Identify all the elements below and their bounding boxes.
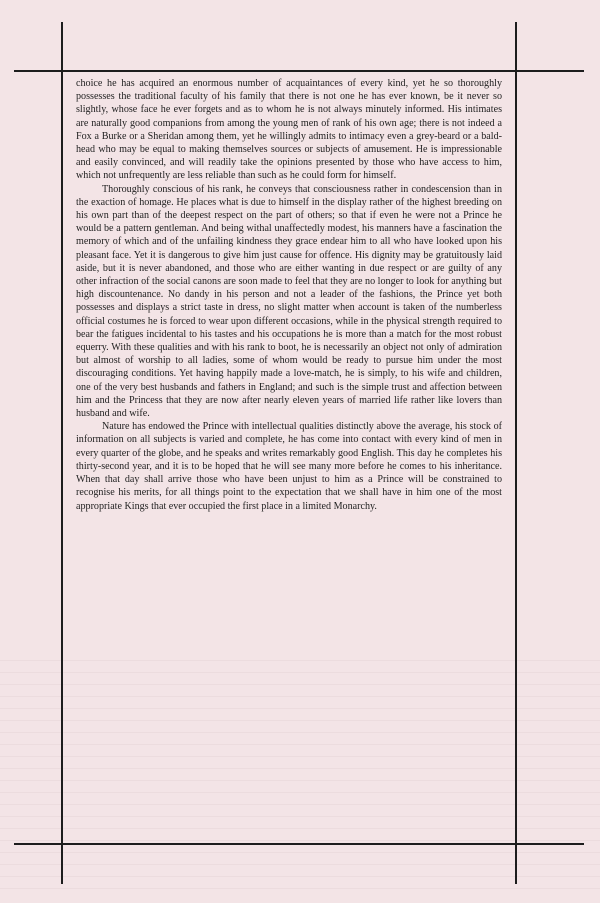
paragraph-3: Nature has endowed the Prince with intellectual qualities distinctly above the average, his stock of information on all subjects is varied and complete, he has come into contact with every kind of men in every quarter of the globe, and he speaks and writes remarkably good English. This day he completes his thirty-second year, and it is to be hoped that he will see many more before he comes to his inheritance. When that day shall arrive those who have been unjust to him as a Prince will be constrained to recognise his merits, for all things point to the expectation that we shall have in him one of the most appropriate Kings that ever occupied the first place in a limited Monarchy. (76, 421, 502, 512)
show-through-texture (0, 660, 600, 890)
paragraph-2: Thoroughly conscious of his rank, he conveys that consciousness rather in condescension than in the exaction of homage. He places what is due to himself in the display rather of the highest breeding on his own part than of the deepest respect on the part of others; so that if even he were not a Prince he would be a pattern gentleman. And being withal unaffectedly modest, his manners have a fascination the memory of which and of the unfailing kindness they grace endear him to all who have looked upon his pleasant face. Yet it is dangerous to give him just cause for offence. His dignity may be gratuitously laid aside, but it is never abandoned, and those who are either wanting in due respect or are guilty of any other infraction of the social canons are soon made to feel that they are no longer to look for anything but high discountenance. No dandy in his person and not a leader of the fashions, the Prince yet both possesses and displays a strict taste in dress, no slight matter when account is taken of the numberless official costumes he is forced to wear upon different occasions, while in the physical strength required to bear the fatigues incidental to his tastes and his occupations he is more than a match for the most robust equerry. With these qualities and with his rank to boot, he is necessarily an object not only of admiration but almost of worship to all ladies, some of whom would be ready to pursue him under the most discouraging conditions. Yet having happily made a love-match, he is simply, to his wife and children, one of the very best husbands and fathers in England; and such is the simple trust and affection between him and the Princess that they are now after nearly eleven years of married life rather like lovers than husband and wife. (76, 183, 502, 420)
bottom-border-rule (14, 843, 584, 845)
body-text (76, 77, 502, 513)
right-border-rule (515, 22, 517, 884)
paragraph-1: choice he has acquired an enormous number of acquaintances of every kind, yet he so thoroughly possesses the traditional faculty of his family that there is not one he has ever known, be it never so slightly, whose face he ever forgets and as to whom he is not always minutely informed. His intimates are naturally good companions from among the young men of rank of his own age; there is not indeed a Fox a Burke or a Sheridan among them, yet he willingly admits to intimacy even a grey-beard or a bald-head who may be equal to making themselves sources or subjects of amusement. He is impressionable and easily convinced, and will readily take the opinions presented by those who have access to him, which not unfrequently are less reliable than such as he could form for himself. (76, 78, 502, 182)
left-border-rule (61, 22, 63, 884)
top-border-rule (14, 70, 584, 72)
